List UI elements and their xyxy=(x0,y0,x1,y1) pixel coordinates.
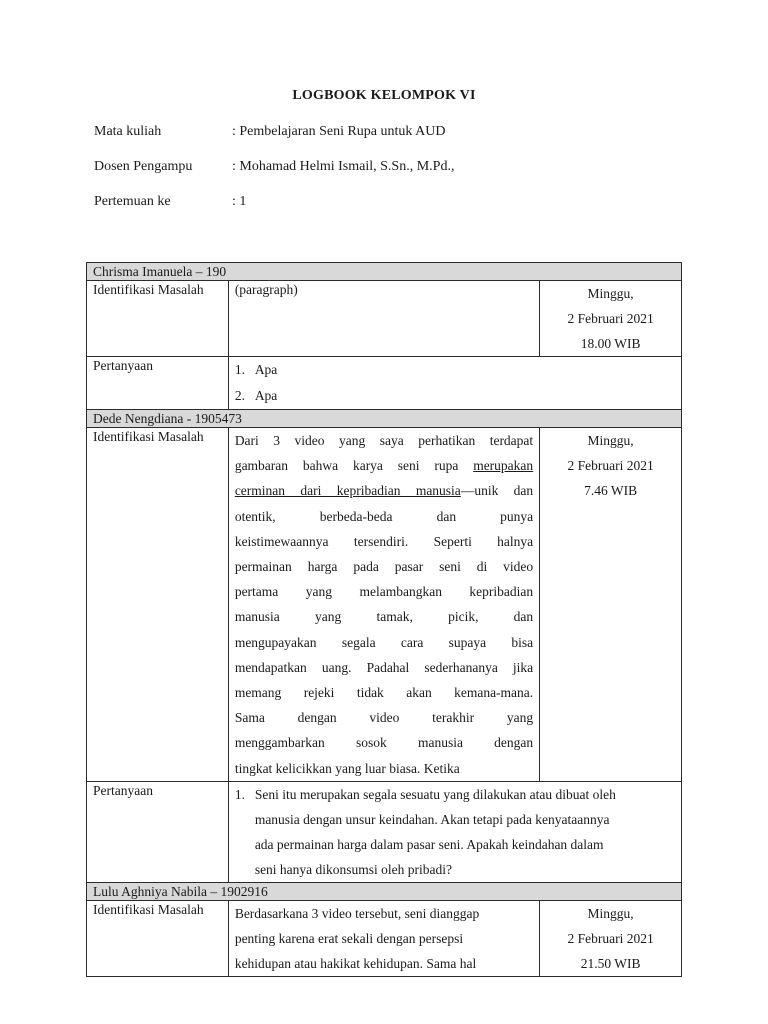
meta-value: : Mohamad Helmi Ismail, S.Sn., M.Pd., xyxy=(232,159,455,174)
problem-text: Berdasarkana 3 video tersebut, seni dianggap penting karena erat sekali dengan persepsi kehidupan atau hakikat kehidupan. Sama hal xyxy=(228,900,539,977)
date-time: 18.00 WIB xyxy=(580,336,641,351)
date-day: Minggu, xyxy=(587,286,634,301)
problem-row xyxy=(87,428,682,782)
member-name: Lulu Aghniya Nabila – 1902916 xyxy=(87,882,682,900)
row-label: Pertanyaan xyxy=(87,357,229,410)
date-time: 21.50 WIB xyxy=(580,955,641,971)
date-cell xyxy=(540,281,682,357)
date-value: 2 Februari 2021 xyxy=(567,930,654,946)
question-list-cell xyxy=(228,357,681,410)
date-day: Minggu, xyxy=(587,433,634,448)
meta-row-lecturer xyxy=(94,158,454,175)
date-day: Minggu, xyxy=(587,905,634,921)
meta-label: Dosen Pengampu xyxy=(94,159,193,174)
meta-row-course xyxy=(94,123,445,140)
date-cell xyxy=(540,900,682,977)
meta-value: : Pembelajaran Seni Rupa untuk AUD xyxy=(232,124,446,139)
problem-row xyxy=(87,900,682,977)
list-item: 1. Seni itu merupakan segala sesuatu yang dilakukan atau dibuat oleh manusia dengan unsur keindahan. Akan tetapi pada kenyataannya ada permainan harga dalam pasar seni. Apakah keindahan dalam seni hanya dikonsumsi oleh pribadi? xyxy=(234,786,616,877)
problem-text: (paragraph) xyxy=(228,281,539,357)
member-name: Chrisma Imanuela – 190 xyxy=(87,263,682,281)
section-header-row xyxy=(87,263,682,281)
list-item: 2. Apa xyxy=(234,388,278,403)
document-title: LOGBOOK KELOMPOK VI xyxy=(292,88,476,103)
question-list xyxy=(235,357,675,409)
question-row xyxy=(87,781,682,882)
meta-row-meeting xyxy=(94,193,246,210)
row-label: Identifikasi Masalah xyxy=(87,281,229,357)
logbook-table xyxy=(86,262,682,977)
date-cell xyxy=(540,428,682,782)
row-label: Identifikasi Masalah xyxy=(87,428,229,782)
meta-label: Pertemuan ke xyxy=(94,194,171,209)
meta-label: Mata kuliah xyxy=(94,124,162,139)
question-row xyxy=(87,357,682,410)
problem-text: Dari 3 video yang saya perhatikan terdapat gambaran bahwa karya seni rupa merupakan cerminan dari kepribadian manusia—unik dan otentik, berbeda-beda dan punya keistimewaannya tersendiri. Seperti halnya permainan harga pada pasar seni di video pertama yang melambangkan kepribadian manusia yang tamak, picik, dan mengupayakan segala cara supaya bisa mendapatkan uang. Padahal sederhananya jika memang rejeki tidak akan kemana-mana. Sama dengan video terakhir yang menggambarkan sosok manusia dengan tingkat kelicikkan yang luar biasa. Ketika xyxy=(228,428,539,782)
question-list xyxy=(235,782,675,882)
row-label: Identifikasi Masalah xyxy=(87,900,229,977)
date-value: 2 Februari 2021 xyxy=(567,311,654,326)
question-list-cell xyxy=(228,781,681,882)
list-item: 1. Apa xyxy=(234,362,278,377)
member-name: Dede Nengdiana - 1905473 xyxy=(87,410,682,428)
section-header-row xyxy=(87,410,682,428)
section-header-row xyxy=(87,882,682,900)
row-label: Pertanyaan xyxy=(87,781,229,882)
date-time: 7.46 WIB xyxy=(584,483,638,498)
date-value: 2 Februari 2021 xyxy=(567,458,654,473)
meta-value: : 1 xyxy=(232,194,247,209)
problem-row xyxy=(87,281,682,357)
